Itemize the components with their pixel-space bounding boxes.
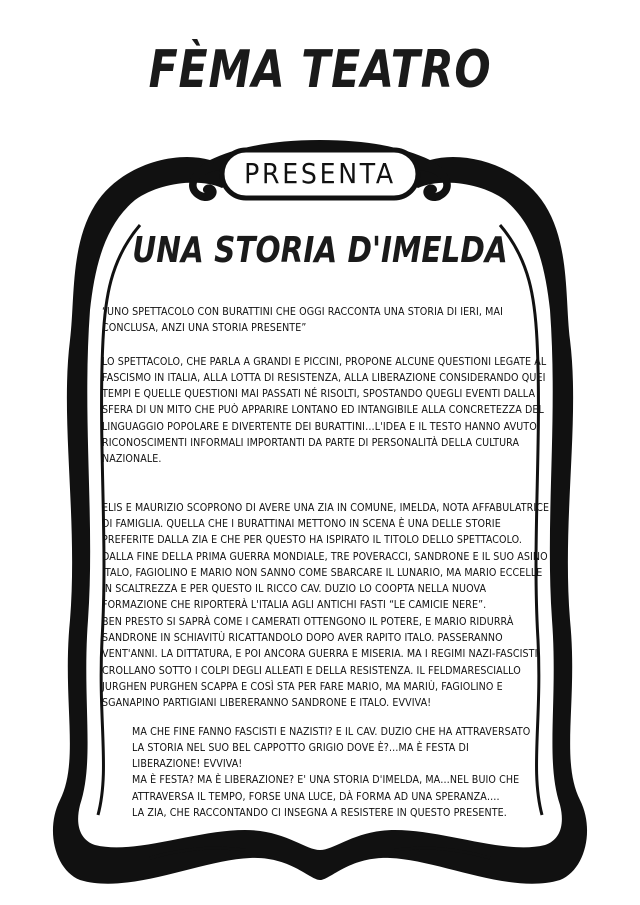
tagline-quote: “UNO SPETTACOLO CON BURATTINI CHE OGGI RACCONTA UNA STORIA DI IERI, MAI CONCLUSA, ANZI UNA STORIA PRESENTE” <box>102 306 504 335</box>
intro-paragraph: LO SPETTACOLO, CHE PARLA A GRANDI E PICCINI, PROPONE ALCUNE QUESTIONI LEGATE AL FASCISMO IN ITALIA, ALLA LOTTA DI RESISTENZA, ALLA LIBERAZIONE CONSIDERANDO QUEI TEMPI E QUELLE QUESTIONI MAI PASSATI NÉ RISOLTI, SPOSTANDO QUEGLI EVENTI DALLA SFERA DI UN MITO CHE PUÒ APPARIRE LONTANO ED INTANGIBILE ALLA CONCRETEZZA DEL LINGUAGGIO POPOLARE E DIVERTENTE DEI BURATTINI…L'IDEA E IL TESTO HANNO AVUTO RICONOSCIMENTI INFORMALI IMPORTANTI DA PARTE DI PERSONALITÀ DELLA CULTURA NAZIONALE. <box>102 355 547 466</box>
story-paragraph-2: DALLA FINE DELLA PRIMA GUERRA MONDIALE, TRE POVERACCI, SANDRONE E IL SUO ASINO ITALO, FAGIOLINO E MARIO NON SANNO COME SBARCARE IL LUNARIO, MA MARIO ECCELLE IN SCALTREZZA E PER QUESTO IL RICCO CAV. DUZIO LO COOPTA NELLA NUOVA FORMAZIONE CHE RIPORTERÀ L'ITALIA AGLI ANTICHI FASTI “LE CAMICIE NERE”. <box>102 550 548 612</box>
story-paragraph-1: ELIS E MAURIZIO SCOPRONO DI AVERE UNA ZIA IN COMUNE, IMELDA, NOTA AFFABULATRICE DI FAMIGLIA. QUELLA CHE I BURATTINAI METTONO IN SCENA È UNA DELLE STORIE PREFERITE DALLA ZIA E CHE PER QUESTO HA ISPIRATO IL TITOLO DELLO SPETTACOLO. <box>102 501 550 547</box>
company-name: FÈMA TEATRO <box>148 40 492 100</box>
closing-paragraph-3: LA ZIA, CHE RACCONTANDO CI INSEGNA A RESISTERE IN QUESTO PRESENTE. <box>132 807 507 820</box>
description-body <box>102 304 554 821</box>
presents-label: PRESENTA <box>244 157 396 190</box>
closing-paragraph-1: MA CHE FINE FANNO FASCISTI E NAZISTI? E IL CAV. DUZIO CHE HA ATTRAVERSATO LA STORIA NEL SUO BEL CAPPOTTO GRIGIO DOVE È?…MA È FESTA DI LIBERAZIONE! EVVIVA! <box>132 725 531 771</box>
show-title: UNA STORIA D'IMELDA <box>132 230 508 271</box>
story-paragraph-3: BEN PRESTO SI SAPRÀ COME I CAMERATI OTTENGONO IL POTERE, E MARIO RIDURRÀ SANDRONE IN SCHIAVITÙ RICATTANDOLO DOPO AVER RAPITO ITALO. PASSERANNO VENT'ANNI. LA DITTATURA, E POI ANCORA GUERRA E MISERIA. MA I REGIMI NAZI-FASCISTI CROLLANO SOTTO I COLPI DEGLI ALLEATI E DELLA RESISTENZA. IL FELDMARESCIALLO JURGHEN PURGHEN SCAPPA E COSÌ STA PER FARE MARIO, MA MARIÙ, FAGIOLINO E SGANAPINO PARTIGIANI LIBERERANNO SANDRONE E ITALO. EVVIVA! <box>102 615 538 710</box>
closing-paragraph-2: MA È FESTA? MA È LIBERAZIONE? E' UNA STORIA D'IMELDA, MA…NEL BUIO CHE ATTRAVERSA IL TEMPO, FORSE UNA LUCE, DÀ FORMA AD UNA SPERANZA…. <box>132 774 520 803</box>
